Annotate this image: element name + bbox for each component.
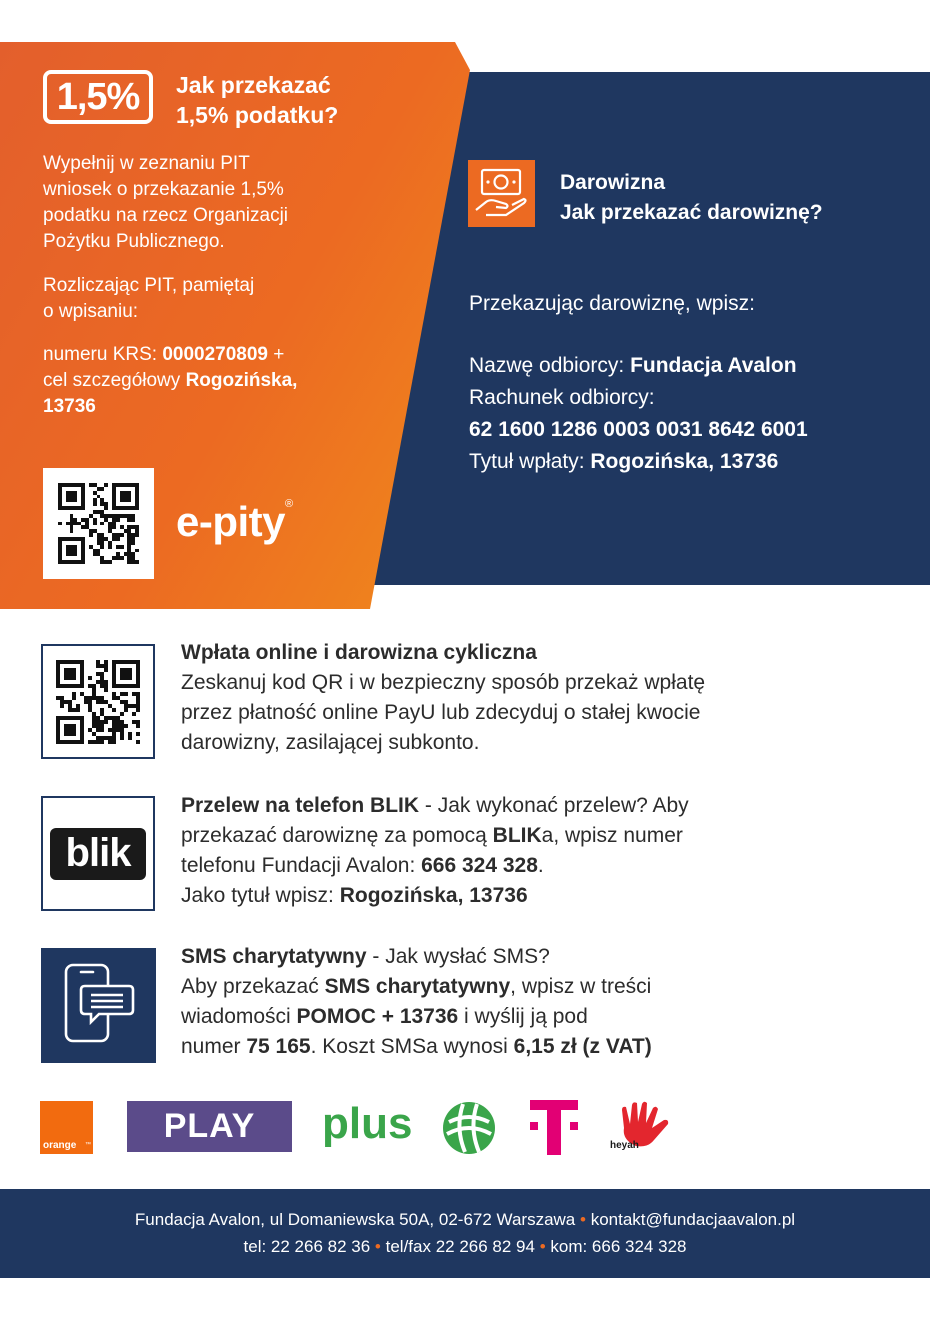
blik-logo-frame xyxy=(41,796,155,911)
donation-details: Nazwę odbiorcy: Fundacja Avalon Rachunek odbiorcy: 62 1600 1286 0003 0031 8642 6001 Tytuł wpłaty: Rogozińska, 13736 xyxy=(469,354,808,473)
hand-money-icon xyxy=(468,160,535,227)
plus-logo: plus xyxy=(322,1099,413,1148)
tax-heading: Jak przekazać 1,5% podatku? xyxy=(176,72,339,128)
sms-section: SMS charytatywny - Jak wysłać SMS? Aby przekazać SMS charytatywny, wpisz w treści wiadomości POMOC + 13736 i wyślij ją pod numer 75 165. Koszt SMSa wynosi 6,15 zł (z VAT) xyxy=(181,945,652,1058)
blik-section: Przelew na telefon BLIK - Jak wykonać przelew? Aby przekazać darowiznę za pomocą BLIKa, wpisz numer telefonu Fundacji Avalon: 666 324 328. Jako tytuł wpisz: Rogozińska, 13736 xyxy=(181,794,689,907)
play-logo: PLAY xyxy=(127,1101,292,1152)
footer-address: Fundacja Avalon, ul Domaniewska 50A, 02-672 Warszawa xyxy=(134,1210,576,1229)
footer-phone[interactable]: tel: 22 266 82 36 xyxy=(243,1237,371,1256)
phone-message-icon xyxy=(41,948,156,1063)
online-payment-section: Wpłata online i darowizna cykliczna Zeskanuj kod QR i w bezpieczny sposób przekaż wpłatę przez płatność online PayU lub zdecyduj o stałej kwocie darowizny, zasilającej subkonto. xyxy=(181,638,881,758)
bank-account-number: 62 1600 1286 0003 0031 8642 6001 xyxy=(469,418,808,441)
krs-number: 0000270809 xyxy=(162,344,268,365)
footer-email[interactable]: kontakt@fundacjaavalon.pl xyxy=(590,1210,796,1229)
orange-logo: orange ™ xyxy=(40,1101,93,1154)
online-title: Wpłata online i darowizna cykliczna xyxy=(181,641,537,664)
sms-code: POMOC + 13736 xyxy=(296,1005,459,1028)
blik-logo: blik xyxy=(50,828,146,880)
sms-number: 75 165 xyxy=(246,1035,311,1058)
footer-contact: Fundacja Avalon, ul Domaniewska 50A, 02-672 Warszawa • kontakt@fundacjaavalon.pl tel: 22 266 82 36 • tel/fax 22 266 82 94 • kom: 666 324 328 xyxy=(0,1189,930,1278)
qr-module xyxy=(135,560,139,564)
tax-reminder: Rozliczając PIT, pamiętaj o wpisaniu: xyxy=(43,275,255,322)
footer-mobile[interactable]: kom: 666 324 328 xyxy=(550,1237,687,1256)
blik-phone-number: 666 324 328 xyxy=(421,854,538,877)
tmobile-logo xyxy=(530,1100,578,1160)
online-qr-code[interactable] xyxy=(41,644,155,759)
tax-instructions: Wypełnij w zeznaniu PIT wniosek o przekazanie 1,5% podatku na rzecz Organizacji Pożytku Publicznego. xyxy=(43,153,289,252)
epity-logo: e-pity® xyxy=(176,498,293,545)
footer-fax: tel/fax 22 266 82 94 xyxy=(385,1237,535,1256)
krs-info: numeru KRS: 0000270809 + cel szczegółowy Rogozińska, 13736 xyxy=(43,344,298,417)
heyah-logo: heyah xyxy=(608,1100,683,1156)
plus-ball-icon xyxy=(441,1100,497,1161)
donation-intro: Przekazując darowiznę, wpisz: xyxy=(469,292,755,315)
epity-qr-code[interactable] xyxy=(43,468,154,579)
qr-module xyxy=(136,740,140,744)
donation-heading: Darowizna Jak przekazać darowiznę? xyxy=(560,171,823,224)
percent-badge: 1,5% xyxy=(43,70,153,124)
